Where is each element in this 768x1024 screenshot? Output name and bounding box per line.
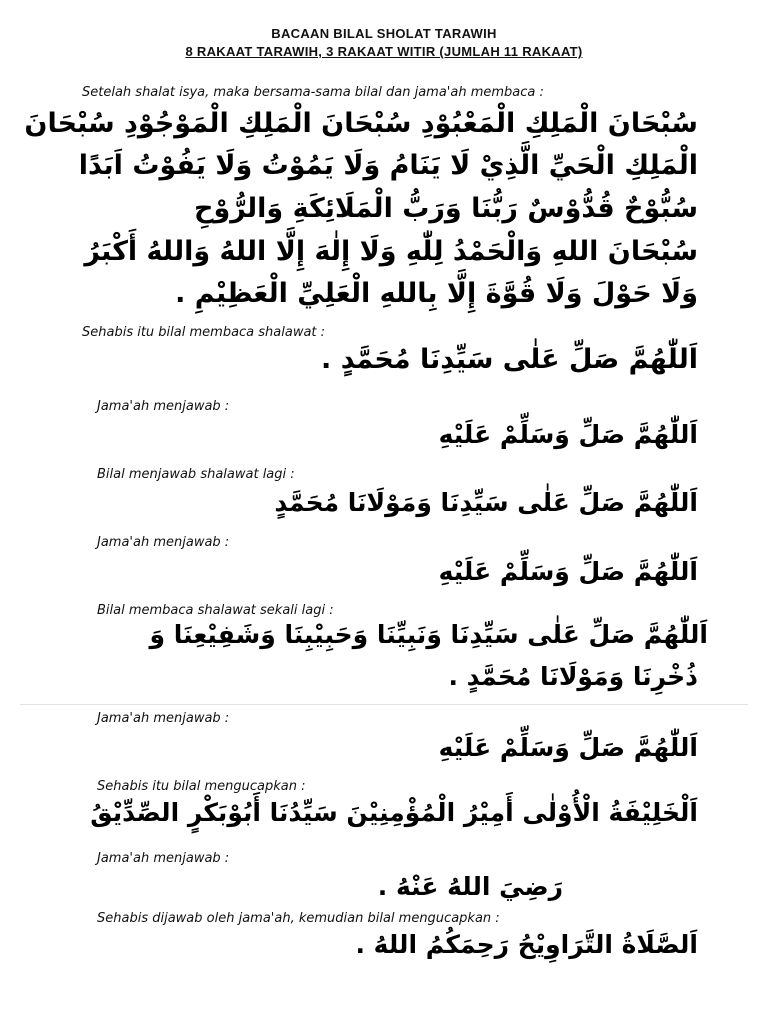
page-title: BACAAN BILAL SHOLAT TARAWIH: [271, 26, 497, 41]
arabic-line: رَضِيَ اللهُ عَنْهُ .: [377, 872, 563, 901]
section-label: Sehabis itu bilal membaca shalawat :: [82, 325, 326, 340]
arabic-line: اَللّٰهُمَّ صَلِّ عَلٰى سَيِّدِنَا وَمَوْلَانَا مُحَمَّدٍ: [274, 488, 698, 517]
arabic-line: الْمَلِكِ الْحَيِّ الَّذِيْ لَا يَنَامُ وَلَا يَمُوْتُ وَلَا يَفُوْتُ اَبَدًا: [78, 150, 698, 181]
arabic-line: اَللّٰهُمَّ صَلِّ وَسَلِّمْ عَلَيْهِ: [438, 420, 698, 449]
section-label: Jama'ah menjawab :: [97, 399, 230, 414]
arabic-line: اَللّٰهُمَّ صَلِّ وَسَلِّمْ عَلَيْهِ: [438, 557, 698, 586]
page-subtitle: 8 RAKAAT TARAWIH, 3 RAKAAT WITIR (JUMLAH 11 RAKAAT): [185, 44, 583, 59]
arabic-line: اَللّٰهُمَّ صَلِّ وَسَلِّمْ عَلَيْهِ: [438, 733, 698, 762]
arabic-line: سُبْحَانَ الْمَلِكِ الْمَعْبُوْدِ سُبْحَانَ الْمَلِكِ الْمَوْجُوْدِ سُبْحَانَ: [24, 108, 698, 139]
arabic-line: اَللّٰهُمَّ صَلِّ عَلٰى سَيِّدِنَا وَنَبِيِّنَا وَحَبِيْبِنَا وَشَفِيْعِنَا وَ: [149, 620, 708, 649]
arabic-line: ذُخْرِنَا وَمَوْلَانَا مُحَمَّدٍ .: [448, 662, 698, 691]
arabic-line: اَلْخَلِيْفَةُ الْأُوْلٰى أَمِيْرُ الْمُؤْمِنِيْنَ سَيِّدُنَا أَبُوْبَكْرٍ الصِّدِّيْقُ: [90, 798, 698, 827]
section-label: Sehabis dijawab oleh jama'ah, kemudian bilal mengucapkan :: [97, 911, 500, 926]
section-label: Jama'ah menjawab :: [97, 851, 230, 866]
section-label: Sehabis itu bilal mengucapkan :: [97, 779, 306, 794]
section-label: Jama'ah menjawab :: [97, 535, 230, 550]
arabic-line: اَللّٰهُمَّ صَلِّ عَلٰى سَيِّدِنَا مُحَمَّدٍ .: [321, 344, 698, 375]
divider: [20, 704, 748, 705]
section-label: Bilal menjawab shalawat lagi :: [97, 467, 295, 482]
section-label: Bilal membaca shalawat sekali lagi :: [97, 603, 334, 618]
section-label: Setelah shalat isya, maka bersama-sama bilal dan jama'ah membaca :: [82, 85, 544, 100]
section-label: Jama'ah menjawab :: [97, 711, 230, 726]
arabic-line: سُبْحَانَ اللهِ وَالْحَمْدُ لِلّٰهِ وَلَا إِلٰهَ إِلَّا اللهُ وَاللهُ أَكْبَرُ: [84, 236, 698, 267]
arabic-line: اَلصَّلَاةُ التَّرَاوِيْحُ رَحِمَكُمُ اللهُ .: [355, 930, 698, 959]
arabic-line: سُبُّوْحٌ قُدُّوْسٌ رَبُّنَا وَرَبُّ الْمَلَائِكَةِ وَالرُّوْحِ: [194, 193, 698, 224]
arabic-line: وَلَا حَوْلَ وَلَا قُوَّةَ إِلَّا بِاللهِ الْعَلِيِّ الْعَظِيْمِ .: [175, 278, 698, 309]
